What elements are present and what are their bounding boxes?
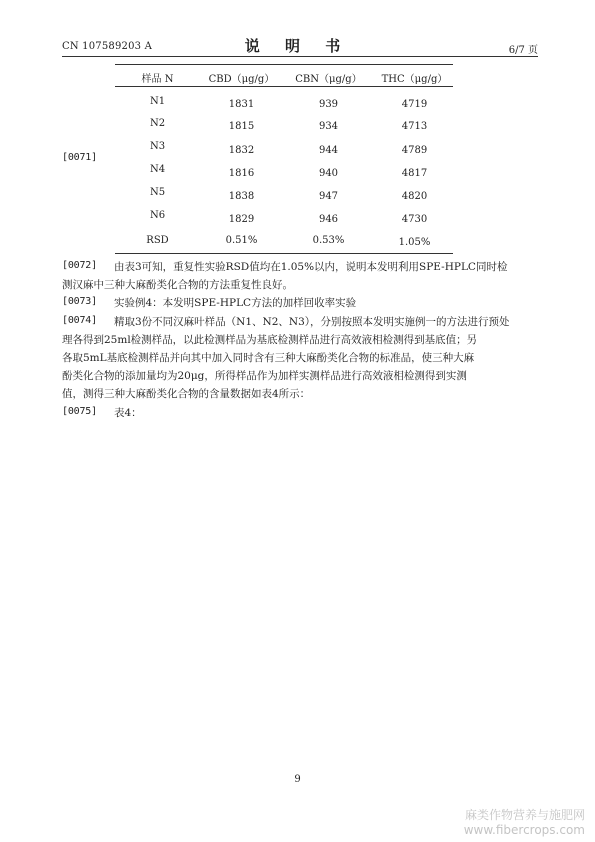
table-cell: 940 [318, 168, 339, 179]
table-cell: 1815 [228, 121, 255, 132]
table-cell: 1838 [228, 191, 255, 202]
table-cell: N3 [149, 141, 166, 152]
column-header: CBN（μg/g） [295, 74, 362, 85]
paragraph-line: 测汉麻中三种大麻酚类化合物的方法重复性良好。 [62, 279, 293, 291]
paragraph-line: 表4： [114, 407, 142, 419]
table-cell: 4789 [401, 145, 428, 156]
table-cell: 1.05% [398, 237, 431, 248]
table-cell: 1832 [228, 145, 255, 156]
watermark-url: www.fibercrops.com [463, 823, 585, 837]
table-bottom-rule [115, 253, 453, 254]
table-cell: N4 [149, 164, 166, 175]
table-cell: 0.51% [225, 235, 258, 246]
table-cell: 4730 [401, 214, 428, 225]
watermark-text: 麻类作物营养与施肥网 [464, 808, 585, 822]
paragraph-line: 酚类化合物的添加量均为20μg，所得样品作为加样实测样品进行高效液相检测得到实测 [62, 370, 467, 382]
table-cell: N6 [149, 210, 166, 221]
table-cell: 944 [318, 145, 339, 156]
table-cell: 4713 [401, 121, 428, 132]
table-cell: 934 [318, 121, 339, 132]
table-cell: 947 [318, 191, 339, 202]
paragraph-tag: [0073] [62, 296, 97, 307]
page-reference: 6/7 页 [508, 45, 538, 56]
table-cell: 4820 [401, 191, 428, 202]
table-cell: 4719 [401, 99, 428, 110]
table-cell: N2 [149, 118, 166, 129]
table-header-rule [115, 86, 453, 87]
table-paragraph-tag: [0071] [62, 152, 97, 163]
table-cell: 1829 [228, 214, 255, 225]
patent-number: CN 107589203 A [62, 41, 153, 52]
paragraph-line: 实验例4：本发明SPE-HPLC方法的加样回收率实验 [114, 297, 357, 309]
table-cell: 0.53% [312, 235, 345, 246]
table-cell: 1831 [228, 99, 255, 110]
table-cell: N5 [149, 187, 166, 198]
paragraph-line: 值，测得三种大麻酚类化合物的含量数据如表4所示： [62, 388, 311, 400]
paragraph-tag: [0075] [62, 406, 97, 417]
table-cell: 946 [318, 214, 339, 225]
paragraph-line: 理各得到25ml检测样品，以此检测样品为基底检测样品进行高效液相检测得到基底值；另 [62, 334, 478, 346]
table-cell: N1 [149, 96, 166, 107]
table-cell: 1816 [228, 168, 255, 179]
paragraph-line: 各取5mL基底检测样品并向其中加入同时含有三种大麻酚类化合物的标准品，使三种大麻 [62, 352, 475, 364]
column-header: THC（μg/g） [381, 74, 448, 85]
paragraph-line: 精取3份不同汉麻叶样品（N1、N2、N3），分别按照本发明实施例一的方法进行预处 [114, 316, 510, 328]
table-cell: 4817 [401, 168, 428, 179]
table-cell: RSD [146, 235, 169, 246]
header-divider [62, 56, 538, 57]
column-header: CBD（μg/g） [208, 74, 275, 85]
table-cell: 939 [318, 99, 339, 110]
table-top-rule [115, 64, 453, 65]
paragraph-tag: [0074] [62, 315, 97, 326]
page-title: 说 明 书 [244, 37, 351, 55]
paragraph-tag: [0072] [62, 260, 97, 271]
page-number: 9 [294, 774, 301, 785]
paragraph-line: 由表3可知，重复性实验RSD值均在1.05%以内，说明本发明利用SPE-HPLC同时检 [114, 261, 508, 273]
column-header: 样品 N [141, 74, 174, 85]
